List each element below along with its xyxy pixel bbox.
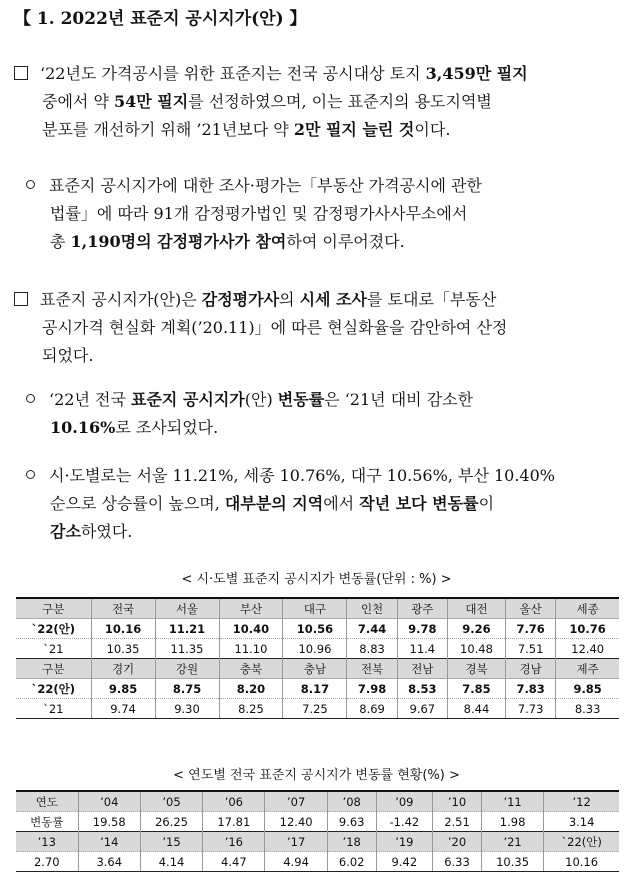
table-cell: 12.40 [265, 812, 327, 832]
table-row [16, 598, 619, 619]
table-cell: 10.16 [91, 619, 155, 639]
table-cell: ’13 [16, 832, 78, 852]
table-cell: 9.42 [376, 852, 432, 872]
paragraph-3: 표준지 공시지가(안)은 감정평가사의 시세 조사를 토대로「부동산 공시가격 현실화 계획(’20.11)」에 따른 현실화율을 감안하여 산정 되었다. [14, 286, 507, 370]
table-cell: 10.76 [556, 619, 619, 639]
table-row [16, 619, 619, 639]
table-cell: ’16 [203, 832, 265, 852]
table-cell: 경기 [91, 659, 155, 679]
table-cell: ’06 [203, 791, 265, 812]
table-cell: ’11 [481, 791, 543, 812]
yearly-change-table [16, 790, 619, 872]
table-row [16, 791, 619, 812]
table-cell: 10.16 [544, 852, 619, 872]
table-cell: 9.30 [155, 699, 219, 719]
table-cell: ’08 [327, 791, 376, 812]
table-cell: 1.98 [481, 812, 543, 832]
paragraph-1: ‘22년도 가격공시를 위한 표준지는 전국 공시대상 토지 3,459만 필지 중에서 약 54만 필지를 선정하였으며, 이는 표준지의 용도지역별 분포를 개선하기 위해 ’21년보다 약 2만 필지 늘린 것이다. [14, 60, 528, 144]
table-cell: 9.78 [397, 619, 447, 639]
table-cell: `22(안) [544, 832, 619, 852]
table-cell: 9.63 [327, 812, 376, 832]
bullet-circle-icon [26, 180, 35, 189]
table-cell: 4.47 [203, 852, 265, 872]
table-cell: 충남 [283, 659, 347, 679]
table-cell: 11.4 [397, 639, 447, 659]
table-cell: 전국 [91, 598, 155, 619]
table-cell: `22(안) [16, 679, 91, 699]
table-cell: 11.21 [155, 619, 219, 639]
table-cell: 10.35 [91, 639, 155, 659]
table-cell: 26.25 [140, 812, 202, 832]
table-cell: 9.67 [397, 699, 447, 719]
table-cell: 17.81 [203, 812, 265, 832]
table-cell: 대전 [447, 598, 505, 619]
table-cell: ’20 [433, 832, 482, 852]
table-cell: -1.42 [376, 812, 432, 832]
table-cell: 9.26 [447, 619, 505, 639]
table-cell: 8.53 [397, 679, 447, 699]
table2-caption: < 연도별 전국 표준지 공시지가 변동률 현황(%) > [173, 768, 460, 783]
table-row [16, 832, 619, 852]
table-cell: ’10 [433, 791, 482, 812]
table-cell: 구분 [16, 659, 91, 679]
table-cell: 6.02 [327, 852, 376, 872]
table-cell: ’14 [78, 832, 140, 852]
regional-change-table [16, 597, 619, 719]
table-cell: 7.51 [506, 639, 556, 659]
table-cell: 충북 [219, 659, 283, 679]
table-cell: `21 [16, 699, 91, 719]
bullet-circle-icon [26, 394, 35, 403]
table-cell: 경북 [447, 659, 505, 679]
table-cell: 8.83 [347, 639, 397, 659]
table-cell: 9.85 [91, 679, 155, 699]
table-cell: ’04 [78, 791, 140, 812]
table-cell: ’15 [140, 832, 202, 852]
table-cell: 광주 [397, 598, 447, 619]
table-cell: 8.25 [219, 699, 283, 719]
table-cell: 8.69 [347, 699, 397, 719]
checkbox-square-icon [14, 292, 28, 306]
table-cell: 울산 [506, 598, 556, 619]
table-cell: 구분 [16, 598, 91, 619]
table-cell: 8.75 [155, 679, 219, 699]
table-row [16, 659, 619, 679]
table-cell: 19.58 [78, 812, 140, 832]
table-cell: 제주 [556, 659, 619, 679]
section-title: 【 1. 2022년 표준지 공시지가(안) 】 [14, 9, 307, 29]
table-cell: 7.73 [506, 699, 556, 719]
table-row [16, 679, 619, 699]
table-cell: `21 [16, 639, 91, 659]
table-cell: 7.83 [506, 679, 556, 699]
table-cell: 연도 [16, 791, 78, 812]
table-cell: 3.64 [78, 852, 140, 872]
table-cell: 7.76 [506, 619, 556, 639]
table-cell: 9.85 [556, 679, 619, 699]
table-cell: ’12 [544, 791, 619, 812]
table-cell: ’17 [265, 832, 327, 852]
table-cell: 7.44 [347, 619, 397, 639]
table-cell: 전남 [397, 659, 447, 679]
table-row [16, 699, 619, 719]
table-cell: 11.35 [155, 639, 219, 659]
table-cell: 세종 [556, 598, 619, 619]
paragraph-4: ‘22년 전국 표준지 공시지가(안) 변동률은 ‘21년 대비 감소한 10.16%로 조사되었다. [26, 386, 473, 442]
table-cell: ’05 [140, 791, 202, 812]
table-cell: 10.35 [481, 852, 543, 872]
table-cell: 강원 [155, 659, 219, 679]
table-cell: 2.70 [16, 852, 78, 872]
table-cell: 10.40 [219, 619, 283, 639]
table-cell: 서울 [155, 598, 219, 619]
table-cell: 12.40 [556, 639, 619, 659]
table-cell: 전북 [347, 659, 397, 679]
bullet-circle-icon [26, 470, 35, 479]
table-cell: 6.33 [433, 852, 482, 872]
table-cell: ’21 [481, 832, 543, 852]
table-cell: 10.48 [447, 639, 505, 659]
checkbox-square-icon [14, 66, 28, 80]
table-cell: 7.98 [347, 679, 397, 699]
table-cell: 3.14 [544, 812, 619, 832]
table-cell: 4.14 [140, 852, 202, 872]
table-cell: 9.74 [91, 699, 155, 719]
table1-caption: < 시·도별 표준지 공시지가 변동률(단위 : %) > [181, 572, 452, 587]
table-cell: 8.17 [283, 679, 347, 699]
table-cell: 8.33 [556, 699, 619, 719]
table-cell: `22(안) [16, 619, 91, 639]
table-row [16, 852, 619, 872]
table-cell: 8.20 [219, 679, 283, 699]
table-cell: 인천 [347, 598, 397, 619]
table-cell: 대구 [283, 598, 347, 619]
paragraph-5: 시·도별로는 서울 11.21%, 세종 10.76%, 대구 10.56%, 부산 10.40% 순으로 상승률이 높으며, 대부분의 지역에서 작년 보다 변동률이 감소하였다. [26, 462, 555, 546]
table-cell: 경남 [506, 659, 556, 679]
table-cell: ’07 [265, 791, 327, 812]
table-cell: 7.25 [283, 699, 347, 719]
table-cell: 부산 [219, 598, 283, 619]
table-cell: 10.56 [283, 619, 347, 639]
paragraph-2: 표준지 공시지가에 대한 조사·평가는「부동산 가격공시에 관한 법률」에 따라 91개 감정평가법인 및 감정평가사사무소에서 총 1,190명의 감정평가사가 참여하여 이루어졌다. [26, 172, 482, 256]
table-cell: 변동률 [16, 812, 78, 832]
table-cell: 11.10 [219, 639, 283, 659]
table-cell: 2.51 [433, 812, 482, 832]
table-cell: 10.96 [283, 639, 347, 659]
table-cell: 8.44 [447, 699, 505, 719]
table-cell: 4.94 [265, 852, 327, 872]
table-cell: ’19 [376, 832, 432, 852]
table-cell: 7.85 [447, 679, 505, 699]
table-row [16, 639, 619, 659]
table-row [16, 812, 619, 832]
table-cell: ’18 [327, 832, 376, 852]
table-cell: ’09 [376, 791, 432, 812]
